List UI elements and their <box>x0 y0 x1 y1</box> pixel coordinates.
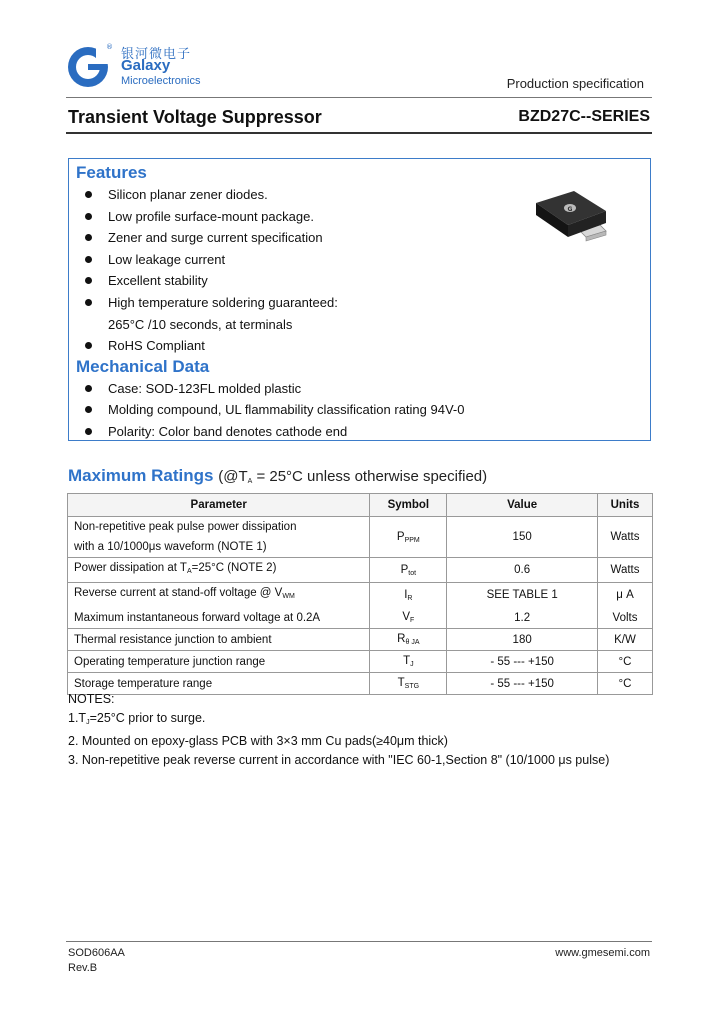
notes-heading: NOTES: <box>68 692 115 706</box>
sod123fl-package-icon <box>528 187 612 249</box>
units-cell: Watts <box>598 558 653 583</box>
param-cell: Thermal resistance junction to ambient <box>68 629 370 651</box>
value-cell: SEE TABLE 1 <box>447 583 598 608</box>
notes-section <box>68 690 609 769</box>
list-item: High temperature soldering guaranteed: <box>76 292 464 314</box>
document-title: Transient Voltage Suppressor <box>68 107 322 127</box>
list-item: Silicon planar zener diodes. <box>76 184 464 206</box>
symbol-cell: $P_{PPM}$ <box>370 517 447 558</box>
logo-subtitle: Microelectronics <box>121 75 201 87</box>
header-divider <box>66 97 652 98</box>
features-heading: Features <box>76 163 147 182</box>
table-row <box>68 583 653 608</box>
note-3: 3. Non-repetitive peak reverse current in accordance with "IEC 60-1,Section 8" (10/1000 μs pulse) <box>68 752 610 767</box>
value-cell: 1.2 <box>447 607 598 629</box>
table-row <box>68 558 653 583</box>
bullet-icon <box>85 406 92 413</box>
list-item: Low profile surface-mount package. <box>76 206 464 228</box>
value-cell: - 55 --- +150 <box>447 673 598 695</box>
list-item: RoHS Compliant <box>76 335 464 357</box>
list-item: Excellent stability <box>76 270 464 292</box>
mechanical-heading: Mechanical Data <box>76 356 210 376</box>
footer-url-link[interactable]: www.gmesemi.com <box>555 947 650 959</box>
svg-text:G: G <box>567 206 573 213</box>
footer-divider <box>66 941 652 942</box>
column-header-symbol: Symbol <box>370 494 447 517</box>
symbol-cell: $R_{\theta JA}$ <box>370 629 447 651</box>
mechanical-list <box>76 378 464 443</box>
units-cell: K/W <box>598 629 653 651</box>
column-header-parameter: Parameter <box>68 494 370 517</box>
column-header-value: Value <box>447 494 598 517</box>
bullet-icon <box>85 256 92 263</box>
value-cell: 0.6 <box>447 558 598 583</box>
units-cell: Watts <box>598 517 653 558</box>
list-item: Case: SOD-123FL molded plastic <box>76 378 464 400</box>
production-spec-label: Production specification <box>506 76 644 91</box>
units-cell: °C <box>598 651 653 673</box>
list-item: Molding compound, UL flammability classification rating 94V-0 <box>76 399 464 421</box>
list-item-continuation: 265°C /10 seconds, at terminals <box>108 316 293 332</box>
param-cell: Non-repetitive peak pulse power dissipation with a 10/1000μs waveform (NOTE 1) <box>68 517 370 558</box>
footer-doc-code: SOD606AA <box>68 947 125 959</box>
bullet-icon <box>85 213 92 220</box>
units-cell: Volts <box>598 607 653 629</box>
galaxy-logo-icon <box>66 40 114 90</box>
bullet-icon <box>85 385 92 392</box>
value-cell: 180 <box>447 629 598 651</box>
table-header-row <box>68 494 653 517</box>
table-row <box>68 651 653 673</box>
title-divider <box>66 132 652 134</box>
ratings-table <box>67 493 653 695</box>
logo-brand-name: Galaxy <box>121 57 171 74</box>
symbol-cell: $T_J$ <box>370 651 447 673</box>
bullet-icon <box>85 277 92 284</box>
symbol-cell: $T_{STG}$ <box>370 673 447 695</box>
symbol-cell: $P_{tot}$ <box>370 558 447 583</box>
svg-text:®: ® <box>106 43 113 51</box>
features-list <box>76 184 464 357</box>
param-cell: Reverse current at stand-off voltage @ $V_{WM}$ <box>68 583 370 608</box>
table-row <box>68 607 653 629</box>
symbol-cell: $V_F$ <box>370 607 447 629</box>
logo-chinese-name: 银河微电子 <box>121 46 192 61</box>
list-item: Zener and surge current specification <box>76 227 464 249</box>
param-cell: Operating temperature junction range <box>68 651 370 673</box>
value-cell: 150 <box>447 517 598 558</box>
value-cell: - 55 --- +150 <box>447 651 598 673</box>
note-1: $1.T_J=25^\circ C$ prior to surge. <box>68 710 206 726</box>
param-cell: Maximum instantaneous forward voltage at 0.2A <box>68 607 370 629</box>
list-item: Polarity: Color band denotes cathode end <box>76 421 464 443</box>
bullet-icon <box>85 428 92 435</box>
symbol-cell: $I_R$ <box>370 583 447 608</box>
bullet-icon <box>85 234 92 241</box>
bullet-icon <box>85 191 92 198</box>
units-cell: °C <box>598 673 653 695</box>
param-cell: Power dissipation at $T_A=25^\circ C$ (NOTE 2) <box>68 558 370 583</box>
list-item: Low leakage current <box>76 249 464 271</box>
column-header-units: Units <box>598 494 653 517</box>
units-cell: μ A <box>598 583 653 608</box>
bullet-icon <box>85 342 92 349</box>
table-row <box>68 517 653 558</box>
table-row <box>68 629 653 651</box>
ratings-heading: Maximum Ratings ($@T_A = 25^\circ C$ unless otherwise specified) <box>68 466 488 485</box>
bullet-icon <box>85 299 92 306</box>
document-series: BZD27C--SERIES <box>518 108 650 125</box>
param-cell: Storage temperature range <box>68 673 370 695</box>
footer-revision: Rev.B <box>68 962 98 974</box>
note-2: 2. Mounted on epoxy-glass PCB with 3×3 mm Cu pads(≥40μm thick) <box>68 734 448 748</box>
